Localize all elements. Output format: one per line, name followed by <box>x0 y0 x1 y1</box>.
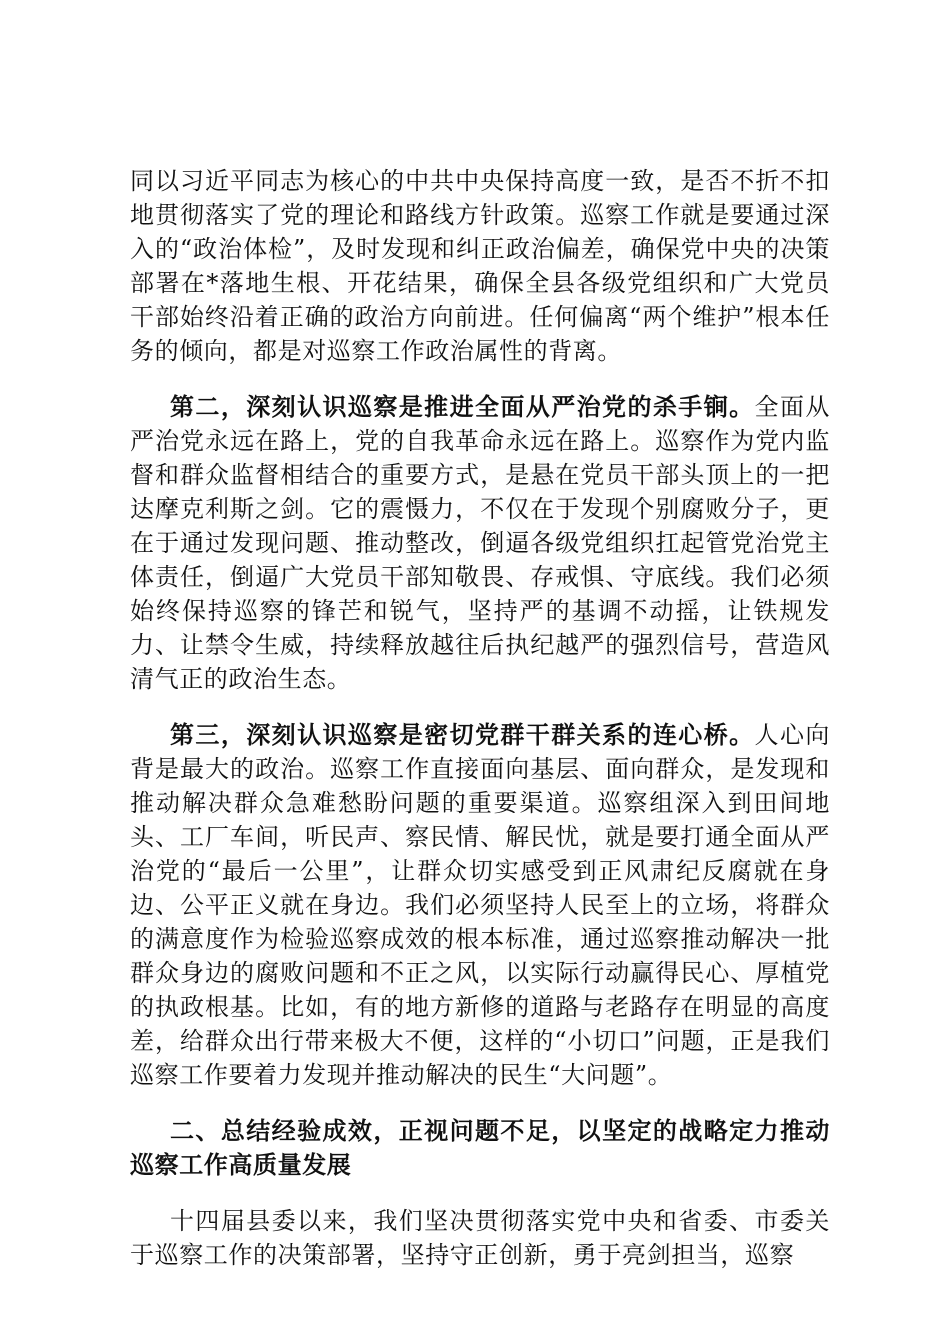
paragraph-text: 十四届县委以来，我们坚决贯彻落实党中央和省委、市委关于巡察工作的决策部署，坚持守正创新，勇于亮剑担当，巡察 <box>130 1207 830 1269</box>
paragraph-text: 全面从严治党永远在路上，党的自我革命永远在路上。巡察作为党内监督和群众监督相结合的重要方式，是悬在党员干部头顶上的一把达摩克利斯之剑。它的震慑力，不仅在于发现个别腐败分子，更在于通过发现问题、推动整改，倒逼各级党组织扛起管党治党主体责任，倒逼广大党员干部知敬畏、存戒惧、守底线。我们必须始终保持巡察的锋芒和锐气，坚持严的基调不动摇，让铁规发力、让禁令生威，持续释放越往后执纪越严的强烈信号，营造风清气正的政治生态。 <box>130 393 830 693</box>
paragraph-text: 同以习近平同志为核心的中共中央保持高度一致，是否不折不扣地贯彻落实了党的理论和路线方针政策。巡察工作就是要通过深入的“政治体检”，及时发现和纠正政治偏差，确保党中央的决策部署在*落地生根、开花结果，确保全县各级党组织和广大党员干部始终沿着正确的政治方向前进。任何偏离“两个维护”根本任务的倾向，都是对巡察工作政治属性的背离。 <box>130 167 830 365</box>
paragraph-lead: 第二，深刻认识巡察是推进全面从严治党的杀手锏。 <box>170 392 755 421</box>
document-page <box>130 164 830 1294</box>
paragraph-section-intro <box>130 1204 830 1272</box>
paragraph-lead: 第三，深刻认识巡察是密切党群干群关系的连心桥。 <box>170 720 755 749</box>
paragraph-political-alignment <box>130 164 830 368</box>
paragraph-second-point <box>130 390 830 696</box>
paragraph-third-point <box>130 718 830 1092</box>
paragraph-text: 人心向背是最大的政治。巡察工作直接面向基层、面向群众，是发现和推动解决群众急难愁盼问题的重要渠道。巡察组深入到田间地头、工厂车间，听民声、察民情、解民忧，就是要打通全面从严治党的“最后一公里”，让群众切实感受到正风肃纪反腐就在身边、公平正义就在身边。我们必须坚持人民至上的立场，将群众的满意度作为检验巡察成效的根本标准，通过巡察推动解决一批群众身边的腐败问题和不正之风，以实际行动赢得民心、厚植党的执政根基。比如，有的地方新修的道路与老路存在明显的高度差，给群众出行带来极大不便，这样的“小切口”问题，正是我们巡察工作要着力发现并推动解决的民生“大问题”。 <box>130 721 830 1089</box>
section-heading: 二、总结经验成效，正视问题不足，以坚定的战略定力推动巡察工作高质量发展 <box>130 1116 830 1179</box>
